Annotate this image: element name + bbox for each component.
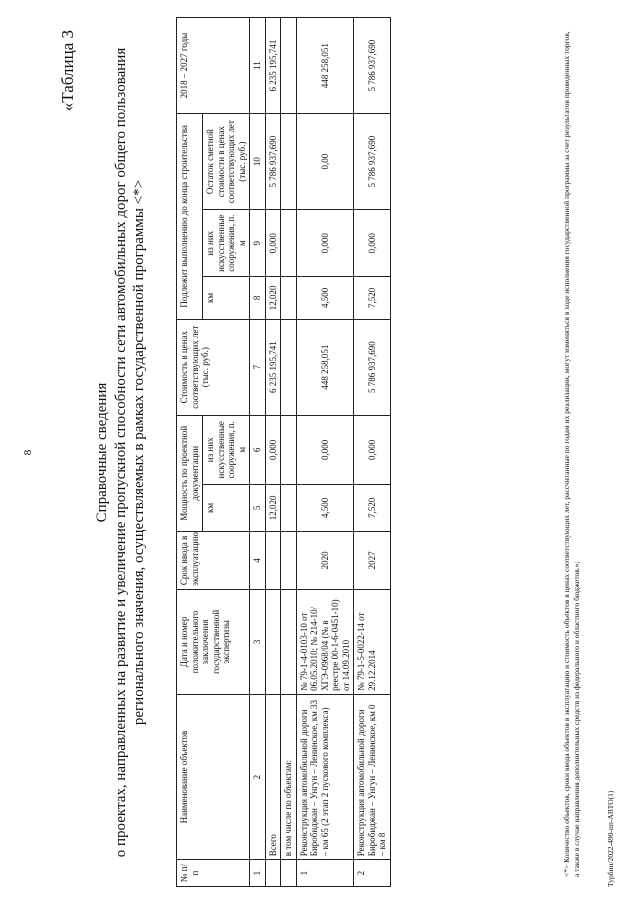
row-rem-structures: 0,000 bbox=[354, 210, 391, 277]
row-rem-cost: 5 786 937,690 bbox=[354, 114, 391, 210]
row-date: № 79-1-5-0022-14 от 29.12.2014 bbox=[354, 589, 391, 694]
header-capacity: Мощность по проектной документации bbox=[177, 415, 203, 531]
col-number: 10 bbox=[250, 114, 266, 210]
column-numbers-row bbox=[250, 18, 266, 887]
col-number: 1 bbox=[250, 860, 266, 887]
header-remaining-cost: Остаток сметной стоимости в ценах соответствующих лет (тыс. руб.) bbox=[203, 114, 250, 210]
col-number: 9 bbox=[250, 210, 266, 277]
table-row bbox=[354, 18, 391, 887]
total-rem-cost: 5 786 937,690 bbox=[265, 114, 281, 210]
total-rem-structures: 0,000 bbox=[265, 210, 281, 277]
row-years: 448 258,051 bbox=[296, 18, 354, 114]
col-number: 5 bbox=[250, 484, 266, 531]
document-subtitle: о проектах, направленных на развитие и увеличение пропускной способности сети автомобильных дорог общего пользования регионального значения, осуществляемых в рамках государственной программы <*> bbox=[113, 47, 147, 858]
header-years: 2018 – 2027 годы bbox=[177, 18, 250, 114]
col-number: 3 bbox=[250, 589, 266, 694]
col-number: 6 bbox=[250, 415, 266, 484]
row-name: Реконструкция автомобильной дороги Биробиджан – Унгун – Ленинское, км 0 – км 8 bbox=[354, 694, 391, 859]
total-label: Всего bbox=[265, 694, 281, 859]
row-rem-structures: 0,000 bbox=[296, 210, 354, 277]
subheading-label: в том числе по объектам: bbox=[281, 694, 297, 859]
row-date: № 79-1-4-0103-10 от 06.05.2010; № 214-10/ХГЭ-0968/04 (№ в реестре 00-1-6-0451-10) от 14.09.2010 bbox=[296, 589, 354, 694]
total-cost: 6 235 195,741 bbox=[265, 319, 281, 415]
header-structures: из них искусственные сооружения, п. м bbox=[203, 415, 250, 484]
row-num: 1 bbox=[296, 860, 354, 887]
total-km: 12,020 bbox=[265, 484, 281, 531]
page-number: 8 bbox=[22, 449, 34, 456]
total-structures: 0,000 bbox=[265, 415, 281, 484]
row-rem-km: 7,520 bbox=[354, 277, 391, 319]
header-rem-structures: из них искусственные сооружения, п. м bbox=[203, 210, 250, 277]
row-name: Реконструкция автомобильной дороги Биробиджан – Унгун – Ленинское, км 33 – км 65 (2 этап 2 пускового комплекса) bbox=[296, 694, 354, 859]
row-num: 2 bbox=[354, 860, 391, 887]
subheading-row bbox=[281, 18, 297, 887]
projects-table bbox=[176, 17, 391, 887]
header-name: Наименование объектов bbox=[177, 694, 250, 859]
row-cost: 448 258,051 bbox=[296, 319, 354, 415]
header-rem-km: км bbox=[203, 277, 250, 319]
col-number: 4 bbox=[250, 531, 266, 589]
total-years: 6 235 195,741 bbox=[265, 18, 281, 114]
table-label: «Таблица 3 bbox=[58, 30, 77, 112]
col-number: 11 bbox=[250, 18, 266, 114]
header-km: км bbox=[203, 484, 250, 531]
row-km: 7,520 bbox=[354, 484, 391, 531]
row-commission: 2020 bbox=[296, 531, 354, 589]
col-number: 8 bbox=[250, 277, 266, 319]
col-number: 7 bbox=[250, 319, 266, 415]
footer-code: Турбин/2022-490-пп-АВТО(1) bbox=[606, 790, 615, 887]
row-rem-km: 4,500 bbox=[296, 277, 354, 319]
header-remaining: Подлежит выполнению до конца строительства bbox=[177, 114, 203, 320]
header-date: Дата и номер положительного заключения государственной экспертизы bbox=[177, 589, 250, 694]
table-row bbox=[296, 18, 354, 887]
row-rem-cost: 0,00 bbox=[296, 114, 354, 210]
row-cost: 5 786 937,690 bbox=[354, 319, 391, 415]
total-row bbox=[265, 18, 281, 887]
footnote: <*> Количество объектов, сроки ввода объектов в эксплуатацию и стоимость объектов в ценах соответствующих лет, рассчитанные по годам их реализации, могут изменяться в ходе исполнения государственной программы за счет результатов проведенных торгов, а также в случае направления дополнительных средств из федерального и областного бюджетов.»; bbox=[562, 31, 581, 877]
row-years: 5 786 937,690 bbox=[354, 18, 391, 114]
header-num: № п/п bbox=[177, 860, 250, 887]
row-structures: 0,000 bbox=[354, 415, 391, 484]
document-title: Справочные сведения bbox=[94, 382, 110, 523]
row-km: 4,500 bbox=[296, 484, 354, 531]
header-commission: Срок ввода в эксплуатацию bbox=[177, 531, 250, 589]
header-cost: Стоимость в ценах соответствующих лет (тыс. руб.) bbox=[177, 319, 250, 415]
header-row bbox=[177, 18, 203, 887]
row-commission: 2027 bbox=[354, 531, 391, 589]
row-structures: 0,000 bbox=[296, 415, 354, 484]
col-number: 2 bbox=[250, 694, 266, 859]
total-rem-km: 12,020 bbox=[265, 277, 281, 319]
